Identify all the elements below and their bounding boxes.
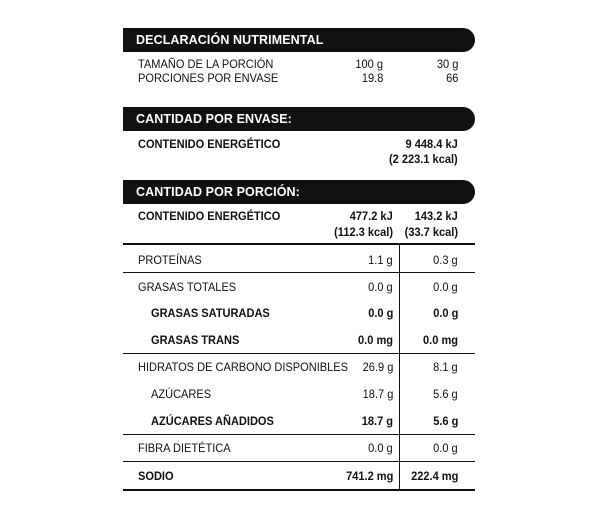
porcion-energy-kcal-a: (112.3 kcal)	[334, 225, 393, 239]
trans-fat-label: GRASAS TRANS	[151, 333, 240, 347]
protein-label: PROTEÍNAS	[138, 253, 202, 267]
row-divider	[123, 272, 475, 273]
added-sugars-a: 18.7 g	[361, 414, 393, 428]
sugars-label: AZÚCARES	[151, 387, 212, 401]
sodium-label: SODIO	[138, 469, 174, 483]
envase-header: CANTIDAD POR ENVASE:	[136, 112, 292, 126]
total-fat-b: 0.0 g	[433, 280, 458, 294]
serving-size-a: 100 g	[355, 57, 383, 71]
trans-fat-b: 0.0 mg	[423, 333, 458, 347]
fiber-b: 0.0 g	[433, 441, 458, 455]
sugars-a: 18.7 g	[362, 387, 393, 401]
row-divider	[123, 434, 475, 435]
declaration-title-bar	[123, 28, 475, 52]
saturated-fat-a: 0.0 g	[367, 306, 393, 320]
porcion-header: CANTIDAD POR PORCIÓN:	[136, 185, 300, 199]
envase-energy-kcal: (2 223.1 kcal)	[389, 152, 458, 166]
total-fat-a: 0.0 g	[368, 280, 393, 294]
envase-energy-kj: 9 448.4 kJ	[405, 137, 458, 151]
sugars-b: 5.6 g	[433, 387, 458, 401]
table-bottom-rule	[123, 489, 475, 491]
sodium-a: 741.2 mg	[345, 469, 393, 483]
table-top-rule	[123, 243, 475, 245]
added-sugars-label: AZÚCARES AÑADIDOS	[151, 414, 274, 428]
envase-header-bar	[123, 107, 475, 131]
porcion-header-bar	[123, 180, 475, 204]
portions-a: 19.8	[361, 71, 383, 85]
envase-energy-label: CONTENIDO ENERGÉTICO	[138, 137, 281, 151]
serving-size-b: 30 g	[436, 57, 458, 71]
porcion-energy-label: CONTENIDO ENERGÉTICO	[138, 209, 281, 223]
serving-size-label: TAMAÑO DE LA PORCIÓN	[138, 57, 274, 71]
protein-a: 1.1 g	[368, 253, 393, 267]
fiber-label: FIBRA DIETÉTICA	[138, 441, 231, 455]
declaration-title: DECLARACIÓN NUTRIMENTAL	[136, 33, 324, 47]
porcion-energy-kj-b: 143.2 kJ	[415, 209, 458, 223]
total-fat-label: GRASAS TOTALES	[138, 280, 237, 294]
row-divider	[123, 353, 475, 354]
portions-b: 66	[445, 71, 458, 85]
saturated-fat-label: GRASAS SATURADAS	[151, 306, 270, 320]
porcion-energy-kcal-b: (33.7 kcal)	[404, 225, 458, 239]
carbs-a: 26.9 g	[362, 360, 393, 374]
porcion-energy-kj-a: 477.2 kJ	[350, 209, 393, 223]
saturated-fat-b: 0.0 g	[432, 306, 458, 320]
carbs-label: HIDRATOS DE CARBONO DISPONIBLES	[138, 360, 349, 374]
protein-b: 0.3 g	[433, 253, 458, 267]
sodium-b: 222.4 mg	[410, 469, 458, 483]
column-divider	[399, 244, 400, 490]
row-divider	[123, 461, 475, 462]
trans-fat-a: 0.0 mg	[358, 333, 393, 347]
carbs-b: 8.1 g	[433, 360, 458, 374]
added-sugars-b: 5.6 g	[432, 414, 458, 428]
portions-label: PORCIONES POR ENVASE	[138, 71, 279, 85]
fiber-a: 0.0 g	[368, 441, 393, 455]
